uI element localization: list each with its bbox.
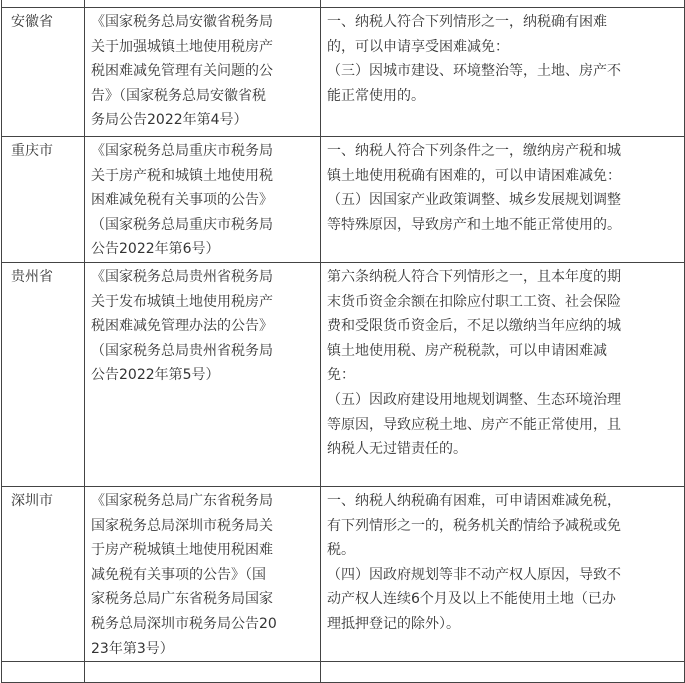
document-line: 困难减免税有关事项的公告》: [91, 192, 273, 209]
document-line: 税困难减免管理有关问题的公: [91, 63, 273, 80]
document-line: 于房产税城镇土地使用税困难: [91, 542, 273, 559]
provision-line: （四）因政府规划等非不动产权人原因，导致不: [327, 566, 621, 583]
table-row: [2, 0, 685, 8]
table-row-shenzhen: [2, 486, 685, 661]
document-line: 公告2022年第5号）: [91, 367, 220, 384]
region-cell: 贵州省: [2, 262, 85, 486]
provision-cell: [321, 137, 685, 263]
cell-stub: [2, 0, 85, 8]
provision-line: 免：: [327, 367, 355, 384]
cell-stub: [85, 0, 321, 8]
region-cell: 安徽省: [2, 8, 85, 137]
table-row: [2, 662, 685, 683]
provision-line: 一、纳税人纳税确有困难，可申请困难减免税，: [327, 492, 621, 509]
document-cell: [85, 262, 321, 486]
provision-line: 税。: [327, 542, 355, 559]
provision-line: 镇土地使用税确有困难的，可以申请困难减免：: [327, 167, 621, 184]
cell-stub: [85, 662, 321, 683]
cell-stub: [321, 0, 685, 8]
provision-line: 一、纳税人符合下列条件之一，缴纳房产税和城: [327, 143, 621, 159]
provision-line: 等原因，导致应税土地、房产不能正常使用，且: [327, 416, 621, 433]
document-line: 《国家税务总局贵州省税务局: [91, 268, 273, 285]
provision-line: 有下列情形之一的，税务机关酌情给予减税或免: [327, 517, 621, 534]
table-row-chongqing: [2, 137, 685, 263]
document-cell: [85, 137, 321, 263]
provision-line: （五）因政府建设用地规划调整、生态环境治理: [327, 391, 621, 408]
region-cell: 重庆市: [2, 137, 85, 263]
document-line: 减免税有关事项的公告》（国: [91, 566, 266, 583]
document-line: 《国家税务总局广东省税务局: [91, 492, 273, 509]
document-line: 《国家税务总局安徽省税务局: [91, 14, 273, 30]
table-row-anhui: [2, 8, 685, 137]
provision-line: （三）因城市建设、环境整治等，土地、房产不: [327, 63, 621, 80]
document-line: （国家税务总局贵州省税务局: [91, 342, 273, 359]
document-line: 关于房产税和城镇土地使用税: [91, 167, 273, 184]
table-row-guizhou: [2, 262, 685, 486]
tax-relief-table: [1, 0, 685, 683]
document-line: 公告2022年第6号）: [91, 241, 220, 258]
provision-line: （五）因国家产业政策调整、城乡发展规划调整: [327, 192, 621, 209]
provision-line: 等特殊原因，导致房产和土地不能正常使用的。: [327, 216, 621, 233]
provision-line: 第六条纳税人符合下列情形之一，且本年度的期: [327, 268, 621, 285]
provision-cell: [321, 8, 685, 137]
region-cell: 深圳市: [2, 486, 85, 661]
document-cell: [85, 486, 321, 661]
provision-line: 动产权人连续6个月及以上不能使用土地（已办: [327, 591, 616, 608]
provision-cell: [321, 486, 685, 661]
document-line: 告》（国家税务总局安徽省税: [91, 87, 266, 104]
provision-line: 费和受限货币资金后，不足以缴纳当年应纳的城: [327, 318, 621, 335]
provision-line: 纳税人无过错责任的。: [327, 441, 467, 458]
cell-stub: [2, 662, 85, 683]
provision-line: 镇土地使用税、房产税税款，可以申请困难减: [327, 342, 607, 359]
document-line: 关于发布城镇土地使用税房产: [91, 293, 273, 310]
document-cell: [85, 8, 321, 137]
provision-line: 理抵押登记的除外）。: [327, 615, 460, 632]
document-line: 关于加强城镇土地使用税房产: [91, 38, 273, 55]
document-line: 23年第3号）: [91, 640, 174, 657]
document-line: 《国家税务总局重庆市税务局: [91, 143, 273, 159]
provision-line: 一、纳税人符合下列情形之一，纳税确有困难: [327, 14, 607, 30]
document-line: 税务总局深圳市税务局公告20: [91, 615, 277, 632]
document-line: 家税务总局广东省税务局国家: [91, 591, 273, 608]
document-line: 国家税务总局深圳市税务局关: [91, 517, 273, 534]
provision-line: 能正常使用的。: [327, 87, 425, 104]
document-line: 务局公告2022年第4号）: [91, 112, 248, 129]
cell-stub: [321, 662, 685, 683]
provision-line: 末货币资金余额在扣除应付职工工资、社会保险: [327, 293, 621, 310]
provision-cell: [321, 262, 685, 486]
provision-line: 的，可以申请享受困难减免：: [327, 38, 509, 55]
document-line: 税困难减免管理办法的公告》: [91, 318, 273, 335]
document-line: （国家税务总局重庆市税务局: [91, 216, 273, 233]
